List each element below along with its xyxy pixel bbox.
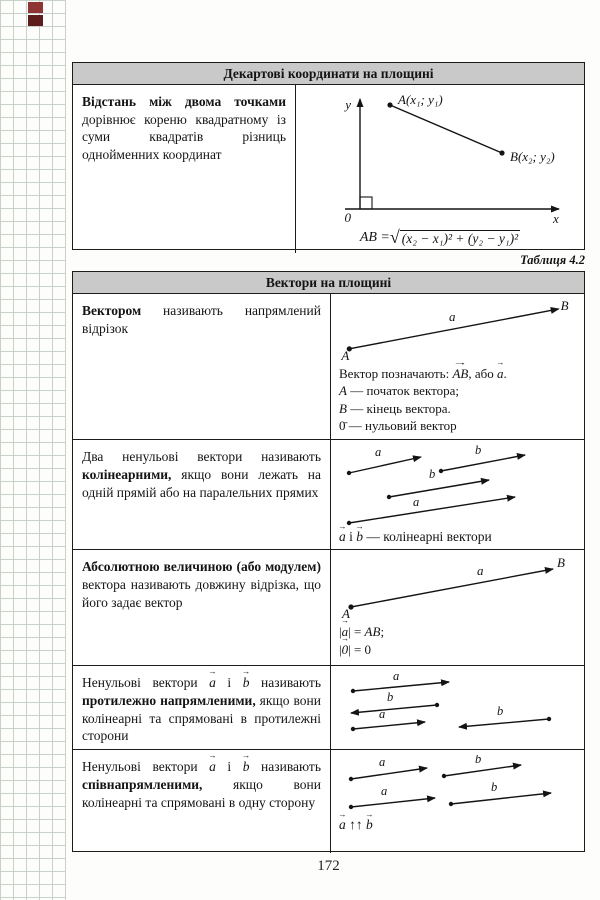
- collinear-definition-text: Два ненульові вектори називають колінеарними, якщо вони лежать на одній прямій або на паралельних прямих: [73, 440, 331, 549]
- vector-b-arrow: [441, 455, 525, 471]
- radicand: (x₂ − x₁)² + (y₂ − y₁)²: [401, 231, 519, 246]
- radical-sign: √: [389, 227, 400, 247]
- vector-b-arrow: [459, 719, 549, 727]
- origin-label: 0: [344, 210, 351, 225]
- vector-a-arrow: [351, 798, 435, 807]
- vector-a-label: a⃗: [477, 563, 494, 578]
- point-a-dot: [387, 102, 392, 107]
- note-line: |a →| = AB;: [339, 623, 576, 641]
- collinear-vectors-diagram: [339, 445, 574, 527]
- vector-a-arrow: [349, 497, 515, 523]
- codirected-vectors-diagram: [339, 755, 574, 815]
- table2-title: Вектори на площині: [73, 272, 584, 294]
- vector-ab-diagram: [339, 299, 574, 361]
- coordinate-plane-diagram: [305, 89, 575, 227]
- vector-definition-text: Вектором називають напрямлений відрізок: [73, 294, 331, 439]
- formula-lhs: AB =: [359, 230, 390, 245]
- right-angle-mark: [360, 197, 372, 209]
- modulus-notes: [339, 623, 576, 658]
- vector-a-label: a⃗: [449, 308, 466, 324]
- table-caption: Таблиця 4.2: [520, 253, 585, 267]
- note-line: |0 →| = 0: [339, 641, 576, 659]
- vector-notation-notes: [339, 365, 576, 435]
- modulus-vector-cell: [331, 550, 584, 665]
- vector-a-label: a⃗: [413, 495, 429, 509]
- point-a-label: A(x₁; y₁): [398, 92, 443, 107]
- note-line: A — початок вектора;: [339, 383, 459, 399]
- vector-a-label: a⃗: [381, 784, 397, 798]
- note-line: B — кінець вектора.: [339, 400, 451, 416]
- vector-a-label: a⃗: [393, 671, 409, 683]
- point-b-label: B: [560, 299, 569, 313]
- distance-definition-text: Відстань між двома точками дорівнює кореню квадратному із суми квадратів різниць однойменних координат: [73, 85, 296, 253]
- note-line: 0̄ — нульовий вектор: [339, 418, 457, 434]
- note-line: Вектор позначають: AB →, або a →.: [339, 365, 576, 383]
- scan-mark: [28, 15, 43, 26]
- vector-b-arrow: [444, 765, 521, 776]
- codirected-caption: a → ↑↑ b →: [339, 817, 576, 833]
- graph-paper-margin: [0, 0, 66, 900]
- vector-arrow: [351, 569, 553, 607]
- table1-body: [73, 85, 584, 253]
- vector-a-arrow: [351, 768, 427, 779]
- table1-title: Декартові координати на площині: [73, 63, 584, 85]
- point-b-label: B: [557, 555, 565, 570]
- y-axis-label: y: [345, 97, 351, 112]
- table-row-co-directed: [73, 750, 584, 853]
- vector-b-label: b⃗: [475, 445, 491, 457]
- point-a-label: A: [341, 347, 350, 361]
- point-b-label: B(x₂; y₂): [510, 149, 555, 164]
- page-number: 172: [317, 858, 340, 874]
- vector-b-label: b⃗: [497, 704, 513, 718]
- opposite-definition-text: Ненульові вектори a → і b → називають протилежно напрямленими, якщо вони колінеарні та спрямовані в протилежні сторони: [73, 666, 331, 749]
- modulus-vector-diagram: [339, 555, 574, 619]
- table-vectors: [72, 271, 585, 852]
- point-b-dot: [499, 150, 504, 155]
- point-a-label: A: [342, 606, 350, 619]
- vector-a-label: a⃗: [375, 445, 391, 459]
- table-cartesian-coordinates: [72, 62, 585, 250]
- vector-b-label: b⃗: [387, 690, 403, 704]
- segment-ab: [390, 105, 502, 153]
- scan-mark: [28, 2, 43, 13]
- collinear-vectors-cell: [331, 440, 584, 549]
- vector-b-arrow: [451, 793, 551, 804]
- vector-b-label: b⃗: [475, 755, 491, 766]
- vector-a-arrow: [353, 722, 425, 729]
- opposite-vectors-diagram: [339, 671, 574, 741]
- distance-formula: [359, 227, 520, 247]
- vector-b-arrow: [389, 480, 489, 497]
- codirected-definition-text: Ненульові вектори a → і b → називають співнапрямленими, якщо вони колінеарні та спрямовані в одну сторону: [73, 750, 331, 853]
- opposite-vectors-cell: [331, 666, 584, 749]
- vector-ab-cell: [331, 294, 584, 439]
- vector-a-arrow: [349, 457, 421, 473]
- vector-b-label: b⃗: [491, 780, 507, 794]
- table-row-modulus: [73, 550, 584, 666]
- vector-a-label: a⃗: [379, 707, 395, 721]
- x-axis-label: x: [553, 211, 559, 226]
- table-row-vector-definition: [73, 294, 584, 440]
- codirected-vectors-cell: [331, 750, 584, 853]
- scan-marks: [28, 2, 43, 28]
- collinear-caption: a → і b → — колінеарні вектори: [339, 529, 576, 545]
- coordinate-plane-cell: [296, 85, 584, 253]
- vector-a-label: a⃗: [379, 755, 395, 769]
- modulus-definition-text: Абсолютною величиною (або модулем) вектора називають довжину відрізка, що його задає вектор: [73, 550, 331, 665]
- table-row-opposite-directed: [73, 666, 584, 750]
- vector-b-label: b⃗: [429, 467, 445, 481]
- table-row-collinear: [73, 440, 584, 550]
